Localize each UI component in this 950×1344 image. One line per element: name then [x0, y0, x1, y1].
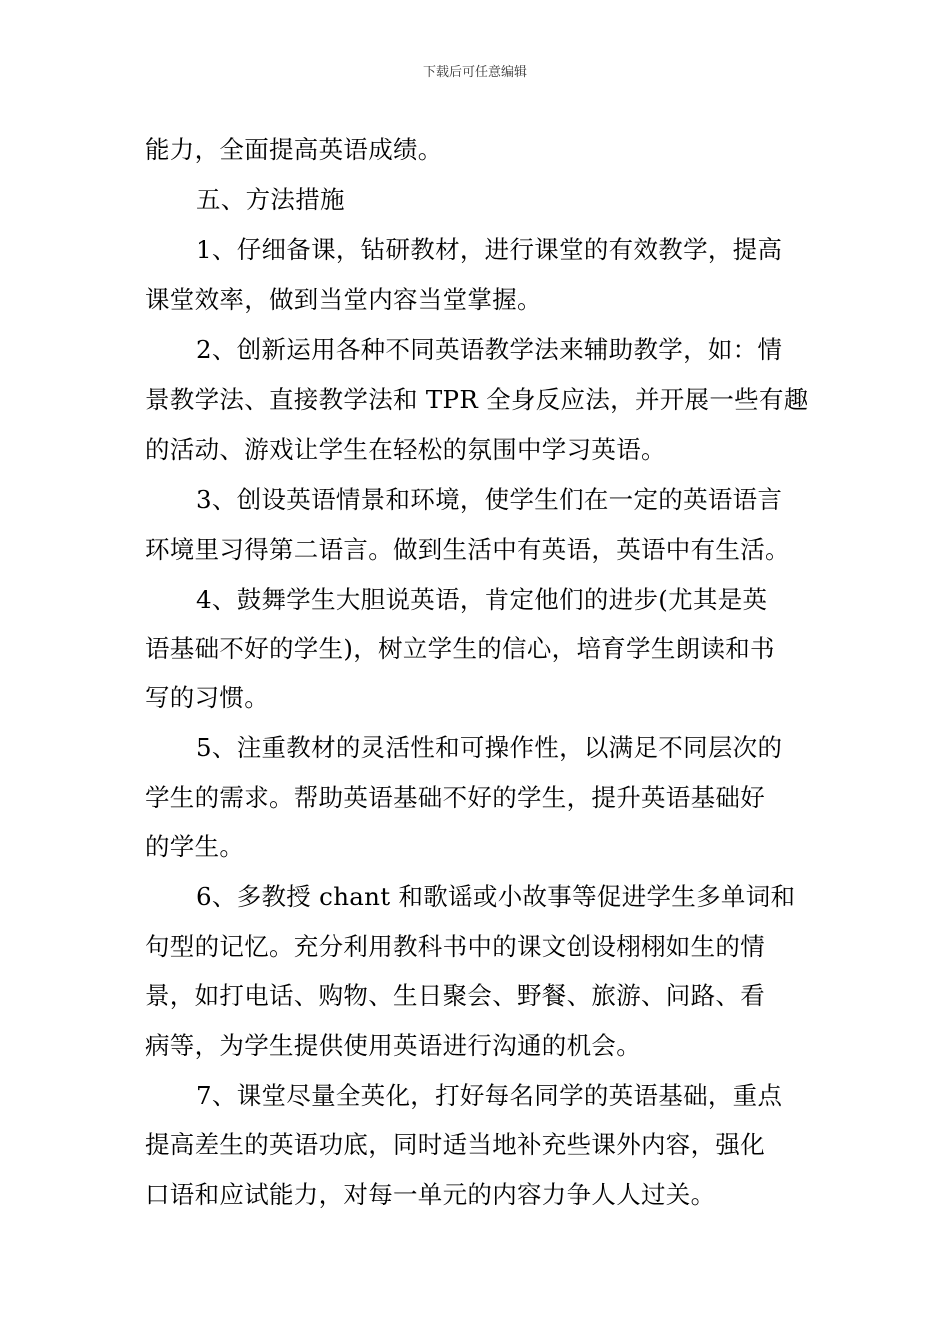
text-line: 1、仔细备课，钻研教材，进行课堂的有效教学，提高: [196, 235, 783, 264]
text-line: 2、创新运用各种不同英语教学法来辅助教学，如：情: [196, 335, 783, 364]
text-line: 语基础不好的学生)，树立学生的信心，培育学生朗读和书: [145, 634, 775, 663]
text-line: 3、创设英语情景和环境，使学生们在一定的英语语言: [196, 485, 783, 514]
text-line: 课堂效率，做到当堂内容当堂掌握。: [145, 285, 542, 314]
text-line: 环境里习得第二语言。做到生活中有英语，英语中有生活。: [145, 535, 790, 564]
text-line: 学生的需求。帮助英语基础不好的学生，提升英语基础好: [145, 783, 765, 812]
page-header: 下载后可任意编辑: [422, 65, 527, 80]
text-line: 6、多教授 chant 和歌谣或小故事等促进学生多单词和: [196, 882, 796, 911]
text-line: 景，如打电话、购物、生日聚会、野餐、旅游、问路、看: [145, 981, 765, 1010]
text-line: 景教学法、直接教学法和 TPR 全身反应法，并开展一些有趣: [145, 385, 809, 414]
text-line: 写的习惯。: [145, 683, 269, 712]
text-line: 病等，为学生提供使用英语进行沟通的机会。: [145, 1031, 641, 1060]
text-line: 的活动、游戏让学生在轻松的氛围中学习英语。: [145, 435, 666, 464]
text-line: 4、鼓舞学生大胆说英语，肯定他们的进步(尤其是英: [196, 585, 768, 614]
text-line: 能力，全面提高英语成绩。: [145, 135, 443, 164]
text-line: 5、注重教材的灵活性和可操作性，以满足不同层次的: [196, 733, 783, 762]
section-heading: 五、方法措施: [196, 185, 345, 214]
text-line: 7、课堂尽量全英化，打好每名同学的英语基础，重点: [196, 1081, 783, 1110]
text-line: 句型的记忆。充分利用教科书中的课文创设栩栩如生的情: [145, 932, 765, 961]
text-line: 的学生。: [145, 832, 245, 861]
text-line: 口语和应试能力，对每一单元的内容力争人人过关。: [145, 1180, 716, 1209]
text-line: 提高差生的英语功底，同时适当地补充些课外内容，强化: [145, 1130, 765, 1159]
